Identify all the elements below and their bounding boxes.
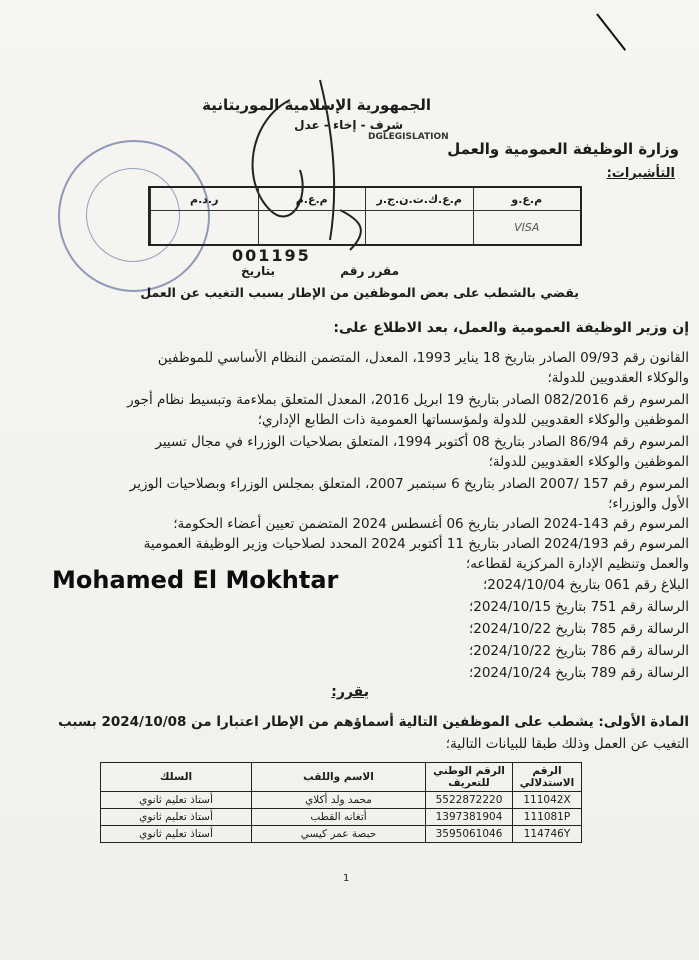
table-cell: 3595061046 <box>426 826 513 843</box>
table-row <box>101 809 582 826</box>
body-line: الموظفين والوكلاء العقدويين للدولة ولمؤسساتها العمومية ذات الطابع الإداري؛ <box>257 412 689 428</box>
body-line: الرسالة رقم 789 بتاريخ 2024/10/24؛ <box>468 665 689 681</box>
body-line: المرسوم رقم 86/94 الصادر بتاريخ 08 أكتوبر 1994، المتعلق بصلاحيات الوزراء في مجال تسيير <box>155 434 689 450</box>
body-line: المرسوم رقم 143-2024 الصادر بتاريخ 06 أغسطس 2024 المتضمن تعيين أعضاء الحكومة؛ <box>173 516 689 532</box>
table-row <box>101 792 582 809</box>
article-one-line: التغيب عن العمل وذلك طبقا للبيانات التالية؛ <box>445 736 689 752</box>
visa-cell <box>365 210 473 244</box>
body-line: المرسوم رقم 082/2016 الصادر بتاريخ 19 ابريل 2016، المعدل المتعلق بملاءمة وتبسيط نظام أجور <box>127 392 689 408</box>
country-name: الجمهورية الإسلامية الموريتانية <box>202 96 431 114</box>
body-line: الرسالة رقم 786 بتاريخ 2024/10/22؛ <box>468 643 689 659</box>
table-cell: أستاذ تعليم ثانوي <box>101 809 252 826</box>
body-line: والوكلاء العقدويين للدولة؛ <box>547 370 689 386</box>
page-number: 1 <box>343 873 350 884</box>
body-intro: إن وزير الوظيفة العمومية والعمل، بعد الاطلاع على: <box>333 320 689 336</box>
decree-subject: يقضي بالشطب على بعض الموظفين من الإطار بسبب التغيب عن العمل <box>140 285 579 300</box>
overlay-author-name: Mohamed El Mokhtar <box>52 566 339 594</box>
column-header: الرقم الاستدلالي <box>513 763 582 792</box>
body-line: المرسوم رقم 157 /2007 الصادر بتاريخ 6 سبتمبر 2007، المتعلق بمجلس الوزراء وبصلاحيات الوزير <box>129 476 689 492</box>
visa-header: م.ع.م <box>258 188 366 210</box>
table-cell: 5522872220 <box>426 792 513 809</box>
table-cell: أستاذ تعليم ثانوي <box>101 792 252 809</box>
body-line: والعمل وتنظيم الإدارة المركزية لقطاعه؛ <box>465 556 689 572</box>
decides-heading: يقرر: <box>331 684 369 700</box>
pen-stroke-mark <box>596 13 626 50</box>
national-motto: شرف - إخاء - عدل <box>294 118 403 132</box>
staff-table-header-row <box>101 763 582 792</box>
decree-label: مقرر رقم <box>340 264 399 278</box>
visa-header: م.ع.ك.ت.ن.ج.ر <box>365 188 473 210</box>
table-cell: محمد ولد أكلاي <box>252 792 426 809</box>
visa-cell <box>150 210 258 244</box>
body-line: المرسوم رقم 2024/193 الصادر بتاريخ 11 أكتوبر 2024 المحدد لصلاحيات وزير الوظيفة العمومية <box>143 536 689 552</box>
visa-stamp: VISA <box>473 210 581 244</box>
table-cell: أستاذ تعليم ثانوي <box>101 826 252 843</box>
staff-table <box>100 762 582 843</box>
visas-label: التأشيرات: <box>606 166 675 181</box>
body-line: الأول والوزراء؛ <box>608 496 689 512</box>
table-cell: 111081P <box>513 809 582 826</box>
body-line: البلاغ رقم 061 بتاريخ 2024/10/04؛ <box>482 577 689 593</box>
legislation-stamp-text: DGLEGISLATION <box>368 132 449 142</box>
decree-date-label: بتاريخ <box>241 264 275 278</box>
column-header: الرقم الوطني للتعريف <box>426 763 513 792</box>
body-line: الرسالة رقم 751 بتاريخ 2024/10/15؛ <box>468 599 689 615</box>
visa-table <box>148 186 582 246</box>
article-one-line: المادة الأولى: يشطب على الموظفين التالية أسماؤهم من الإطار اعتبارا من 2024/10/08 بسبب <box>58 714 689 730</box>
body-line: الموظفين والوكلاء العقدويين للدولة؛ <box>488 454 689 470</box>
column-header: السلك <box>101 763 252 792</box>
table-cell: 114746Y <box>513 826 582 843</box>
decree-number: 001195 <box>232 246 311 265</box>
table-cell: أتغانه القطب <box>252 809 426 826</box>
visa-header: م.ع.و <box>473 188 581 210</box>
visa-header: ر.د.م <box>150 188 258 210</box>
visa-cell <box>258 210 366 244</box>
ministry-name: وزارة الوظيفة العمومية والعمل <box>447 140 679 158</box>
column-header: الاسم واللقب <box>252 763 426 792</box>
table-cell: 1397381904 <box>426 809 513 826</box>
body-line: القانون رقم 09/93 الصادر بتاريخ 18 يناير 1993، المعدل، المتضمن النظام الأساسي للموظفين <box>157 350 689 366</box>
table-row <box>101 826 582 843</box>
body-line: الرسالة رقم 785 بتاريخ 2024/10/22؛ <box>468 621 689 637</box>
table-cell: حبصة عمر كيسي <box>252 826 426 843</box>
table-cell: 111042X <box>513 792 582 809</box>
